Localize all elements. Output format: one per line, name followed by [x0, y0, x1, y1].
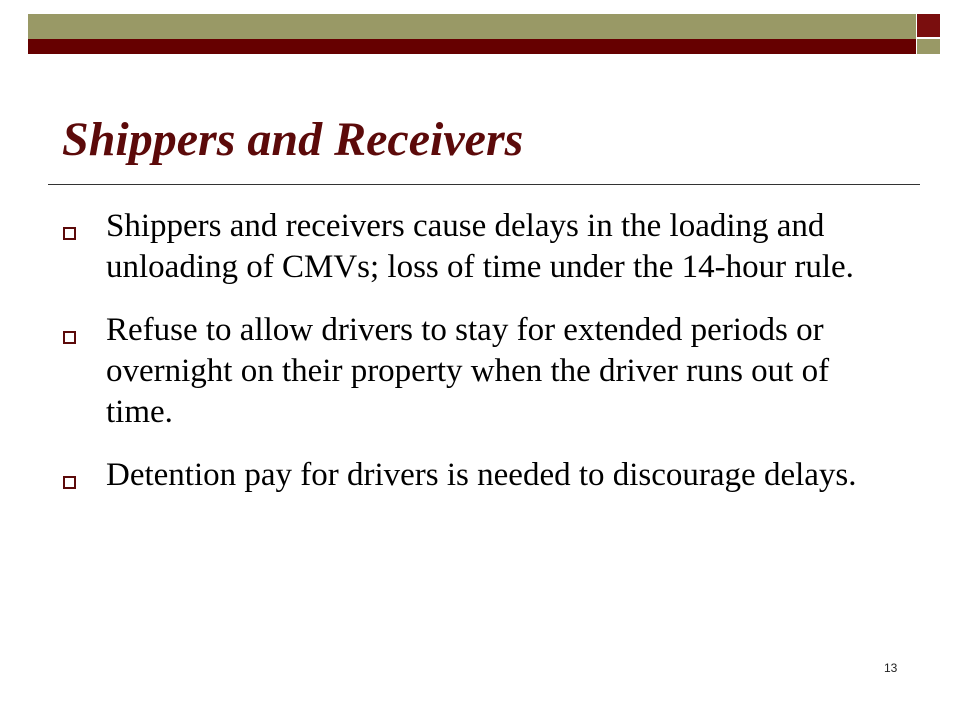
- hollow-square-bullet-icon: [63, 331, 76, 344]
- bullet-list: [62, 206, 902, 518]
- header-corner-olive-square: [917, 39, 940, 54]
- header-band-maroon: [28, 39, 916, 54]
- hollow-square-bullet-icon: [63, 476, 76, 489]
- bullet-text: Detention pay for drivers is needed to discourage delays.: [106, 457, 857, 493]
- header-corner-maroon-square: [917, 14, 940, 37]
- bullet-item: [62, 455, 902, 496]
- bullet-item: [62, 310, 902, 433]
- bullet-item: [62, 206, 902, 288]
- slide-title: Shippers and Receivers: [62, 113, 524, 166]
- page-number: 13: [884, 661, 898, 675]
- hollow-square-bullet-icon: [63, 227, 76, 240]
- bullet-text: Refuse to allow drivers to stay for extended periods or overnight on their property when the driver runs out of time.: [106, 312, 830, 430]
- header-band-olive: [28, 14, 916, 39]
- bullet-text: Shippers and receivers cause delays in the loading and unloading of CMVs; loss of time under the 14-hour rule.: [106, 208, 854, 285]
- title-divider: [48, 184, 920, 185]
